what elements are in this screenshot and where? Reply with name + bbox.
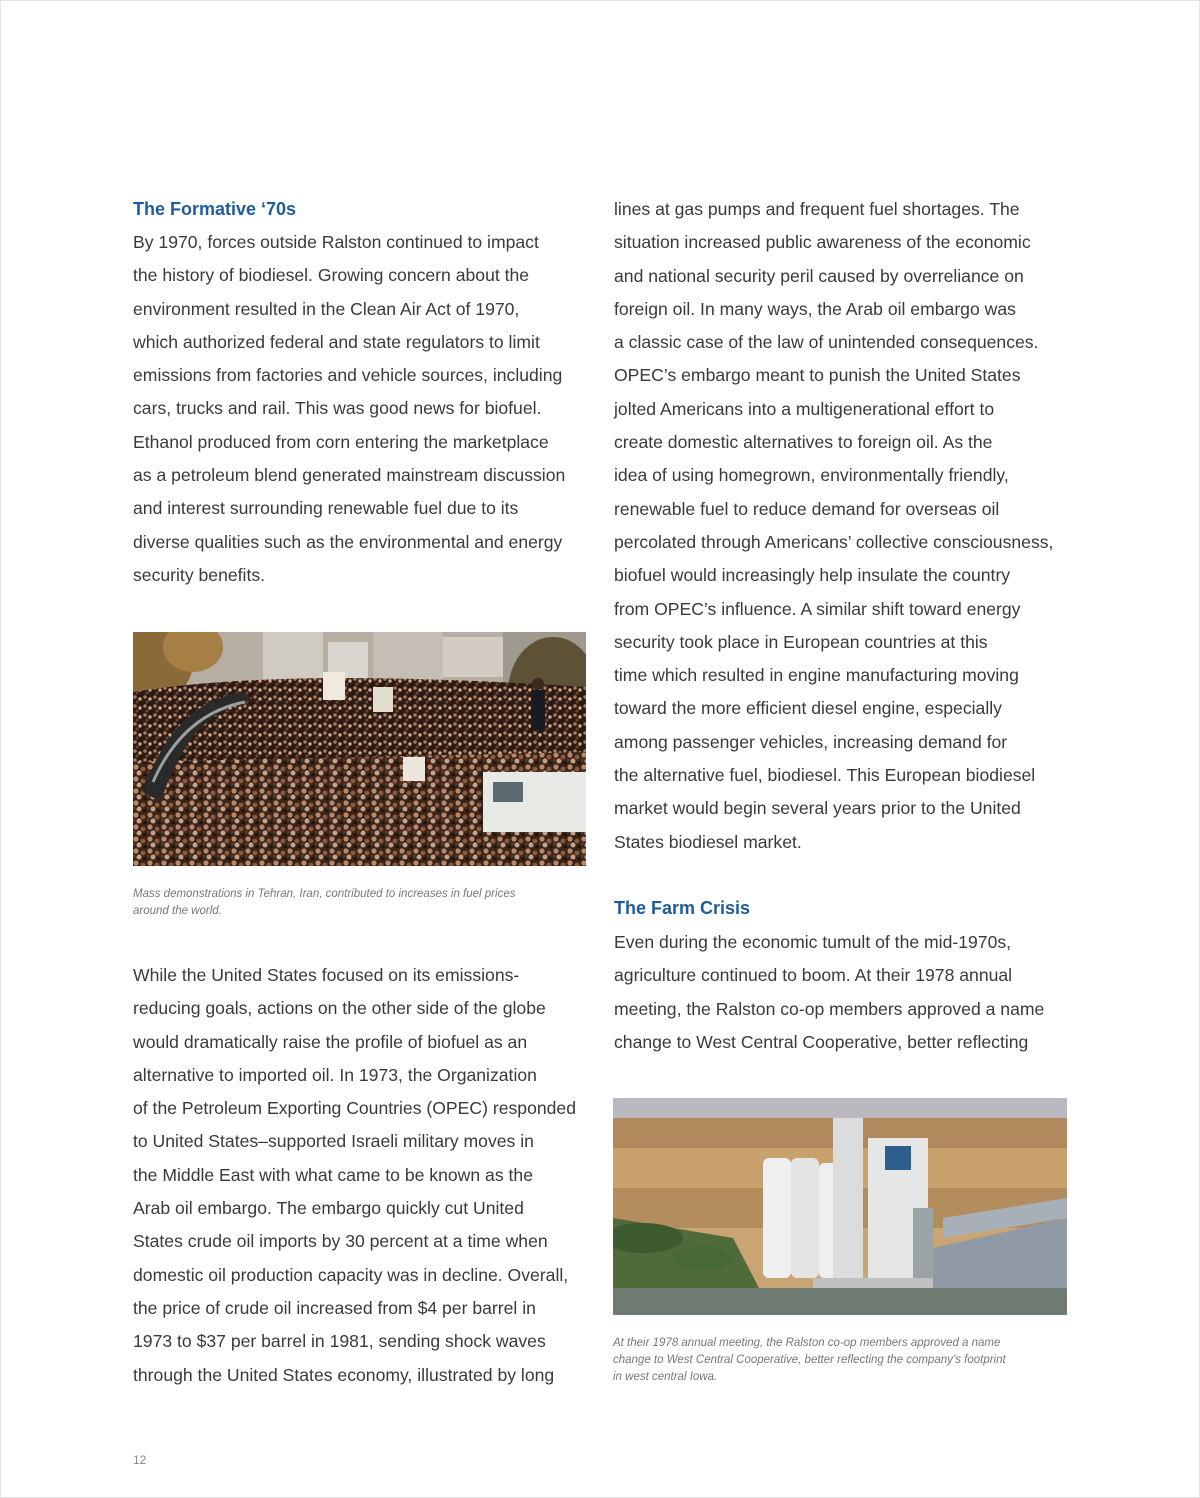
text-line: agriculture continued to boom. At their 1978 annual [614,965,1013,986]
text-line: of the Petroleum Exporting Countries (OPEC) responded [133,1098,576,1119]
tehran-photo-caption [133,886,515,920]
farm-crisis-paragraph [614,926,1044,1059]
text-line: Arab oil embargo. The embargo quickly cut United [133,1198,524,1219]
text-line: create domestic alternatives to foreign oil. As the [614,432,993,453]
text-line: 1973 to $37 per barrel in 1981, sending shock waves [133,1331,546,1352]
text-line: among passenger vehicles, increasing demand for [614,731,1008,752]
caption-line: change to West Central Cooperative, better reflecting the company’s footprint [613,1354,1006,1366]
text-line: While the United States focused on its emissions- [133,965,520,985]
section-heading-formative-70s: The Formative ‘70s [133,199,297,219]
section-heading-farm-crisis: The Farm Crisis [614,898,751,918]
text-line: situation increased public awareness of the economic [614,232,1031,253]
elevator-photo-caption [613,1335,1006,1386]
tehran-demonstration-photo [133,632,586,866]
grain-elevator-photo [613,1098,1067,1315]
text-line: would dramatically raise the profile of biofuel as an [133,1031,528,1052]
text-line: the Middle East with what came to be known as the [133,1164,533,1185]
caption-line: in west central Iowa. [613,1371,718,1383]
text-line: through the United States economy, illustrated by long [133,1364,555,1385]
formative-70s-paragraph [133,226,565,592]
text-line: the price of crude oil increased from $4 per barrel in [133,1297,536,1318]
text-line: cars, trucks and rail. This was good news for biofuel. [133,398,542,419]
text-line: biofuel would increasingly help insulate the country [614,565,1011,586]
text-line: Even during the economic tumult of the mid-1970s, [614,932,1012,952]
text-line: and national security peril caused by overreliance on [614,265,1024,286]
text-line: percolated through Americans’ collective consciousness, [614,531,1054,552]
text-line: lines at gas pumps and frequent fuel shortages. The [614,199,1020,219]
page-number: 12 [133,1453,147,1467]
text-line: emissions from factories and vehicle sources, including [133,365,563,386]
text-line: alternative to imported oil. In 1973, the Organization [133,1064,537,1085]
text-line: renewable fuel to reduce demand for overseas oil [614,498,1000,519]
text-line: toward the more efficient diesel engine, especially [614,698,1002,719]
text-line: which authorized federal and state regulators to limit [133,331,540,352]
text-line: change to West Central Cooperative, better reflecting [614,1031,1029,1052]
text-line: idea of using homegrown, environmentally friendly, [614,465,1009,486]
text-line: States crude oil imports by 30 percent at a time when [133,1231,548,1252]
text-line: States biodiesel market. [614,831,802,852]
text-line: the history of biodiesel. Growing concern about the [133,265,530,286]
text-line: time which resulted in engine manufacturing moving [614,665,1019,686]
caption-line: Mass demonstrations in Tehran, Iran, contributed to increases in fuel prices [133,888,516,900]
text-line: the alternative fuel, biodiesel. This European biodiesel [614,765,1036,786]
text-line: environment resulted in the Clean Air Act of 1970, [133,298,520,319]
text-line: as a petroleum blend generated mainstream discussion [133,465,566,486]
text-line: security took place in European countries at this [614,631,988,652]
text-line: a classic case of the law of unintended consequences. [614,332,1039,353]
text-line: security benefits. [133,564,266,585]
text-line: foreign oil. In many ways, the Arab oil embargo was [614,298,1016,319]
embargo-consequences-paragraph [614,193,1053,859]
text-line: jolted Americans into a multigenerational effort to [614,398,995,419]
text-line: meeting, the Ralston co-op members approved a name [614,998,1045,1019]
text-line: domestic oil production capacity was in decline. Overall, [133,1264,569,1285]
text-line: from OPEC’s influence. A similar shift toward energy [614,598,1021,619]
text-line: diverse qualities such as the environmental and energy [133,531,563,552]
caption-line: At their 1978 annual meeting, the Ralston co-op members approved a name [613,1337,1001,1349]
opec-embargo-paragraph [133,959,576,1392]
text-line: By 1970, forces outside Ralston continued to impact [133,232,539,252]
caption-line: around the world. [133,905,222,917]
text-line: Ethanol produced from corn entering the marketplace [133,431,549,452]
text-line: to United States–supported Israeli military moves in [133,1131,534,1152]
text-line: reducing goals, actions on the other side of the globe [133,998,546,1019]
text-line: market would begin several years prior to the United [614,798,1021,819]
text-line: and interest surrounding renewable fuel due to its [133,498,519,519]
text-line: OPEC’s embargo meant to punish the United States [614,365,1021,386]
